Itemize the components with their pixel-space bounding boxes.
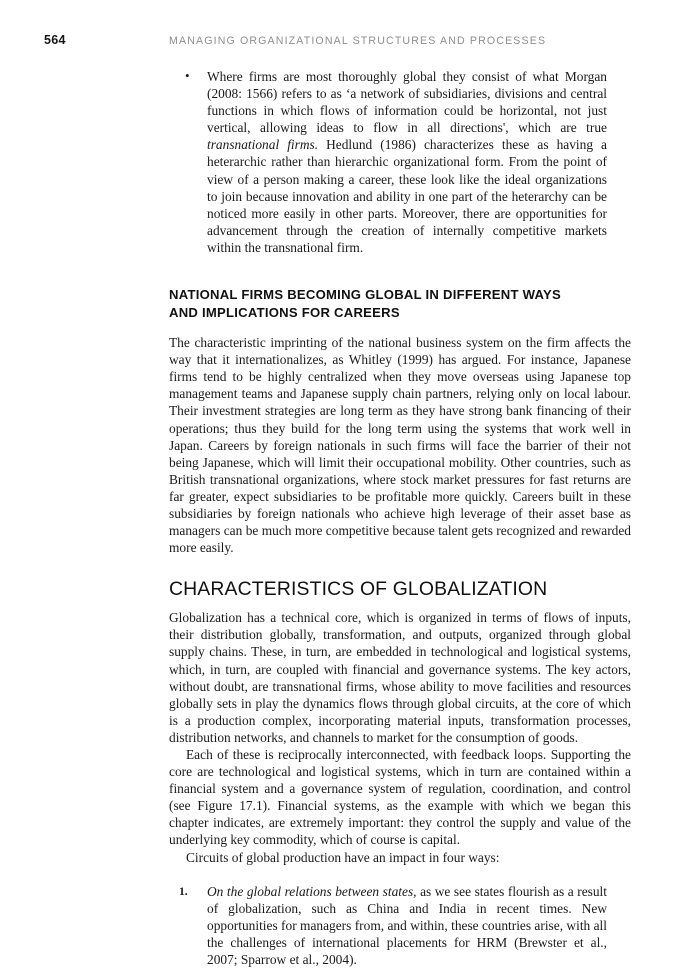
running-head [0, 33, 700, 51]
list-item-text: , as we see states flourish as a result of globalization, such as China and India in recent times. New opportunities for managers from, and within, these countries arise, with all the challenges of international placements for HRM (Brewster et al., 2007; Sparrow et al., 2004). [207, 883, 607, 968]
section-heading-b-line2: AND IMPLICATIONS FOR CAREERS [169, 304, 400, 320]
text-column [169, 68, 631, 968]
section-heading-a: CHARACTERISTICS OF GLOBALIZATION [169, 578, 548, 601]
section-heading-b [169, 286, 631, 321]
bullet-tail-text: Hedlund (1986) characterizes these as having a heterarchic rather than hierarchic organizational form. From the point of view of a person making a career, these look like the ideal organizations to join because innovation and ability in one part of the heterarchy can be noticed more easily in other parts. Moreover, there are opportunities for advancement through the creation of internally competitive markets within the transnational firm. [207, 137, 607, 255]
bullet-italic-term: transnational firms. [207, 137, 319, 153]
list-item-italic-term: On the global relations between states [207, 883, 414, 899]
bullet-list [177, 68, 607, 256]
list-item [177, 883, 607, 968]
page-number: 564 [44, 33, 66, 47]
section-heading-b-line1: NATIONAL FIRMS BECOMING GLOBAL IN DIFFERENT WAYS [169, 287, 561, 303]
section-a-paragraph-3: Circuits of global production have an impact in four ways: [186, 849, 500, 865]
list-item [177, 68, 607, 256]
bullet-lead-text: Where firms are most thoroughly global they consist of what Morgan (2008: 1566) refers to as ‘a network of subsidiaries, divisions and central functions in which flows of information could be horizontal, not just vertical, allowing ideas to flow in all directions', which are true [207, 69, 607, 136]
section-b-paragraph: The characteristic imprinting of the national business system on the firm affects the way that it internationalizes, as Whitley (1999) has argued. For instance, Japanese firms tend to be highly centralized when they move overseas using Japanese top management teams and Japanese supply chain partners, relying only on local labour. Their investment strategies are long term as they have strong bank financing of their operations; thus they build for the long term using the systems that work well in Japan. Careers by foreign nationals in such firms will face the barrier of their not being Japanese, which will limit their occupational mobility. Other countries, such as British transnational organizations, where stock market pressures for fast returns are far greater, expect subsidiaries to be profitable more quickly. Careers built in these subsidiaries by foreign nationals who achieve high leverage of their asset base as managers can be much more competitive because talent gets recognized and rewarded more easily. [169, 335, 631, 556]
section-a-paragraph-2: Each of these is reciprocally interconnected, with feedback loops. Supporting the core are technological and logistical systems, which in turn are contained within a financial system and a governance system of regulation, coordination, and control (see Figure 17.1). Financial systems, as the example with which we began this chapter indicates, are extremely important: they control the supply and value of the underlying key commodity, which of course is capital. [169, 747, 631, 848]
numbered-list [177, 883, 607, 968]
list-item-marker: 1. [179, 884, 188, 898]
running-head-title: MANAGING ORGANIZATIONAL STRUCTURES AND PROCESSES [169, 35, 547, 47]
section-a-paragraph-1: Globalization has a technical core, which is organized in terms of flows of inputs, their distribution globally, transformation, and outputs, organized through global supply chains. These, in turn, are embedded in technological and logistical systems, which, in turn, are coupled with financial and governance systems. The key actors, without doubt, are transnational firms, whose ability to move facilities and resources globally sets in play the dynamics flows through global circuits, at the core of which is a production complex, incorporating material inputs, transformation processes, distribution networks, and channels to market for the consumption of goods. [169, 610, 631, 745]
